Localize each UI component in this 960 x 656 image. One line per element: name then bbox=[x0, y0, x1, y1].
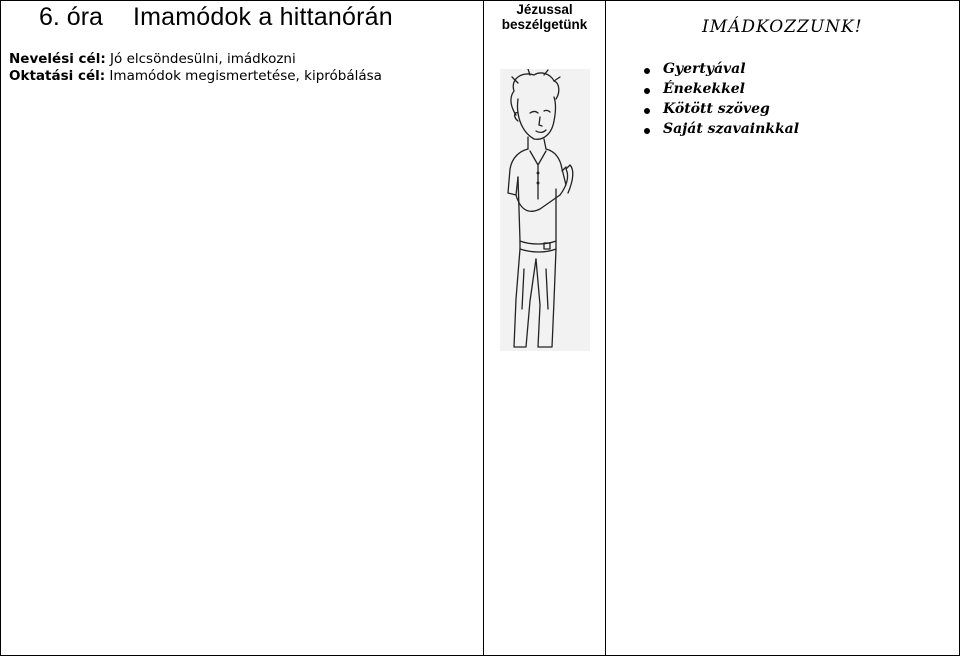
teaching-goal-label: Oktatási cél: bbox=[9, 68, 106, 84]
lesson-title: Imamódok a hittanórán bbox=[132, 3, 393, 31]
middle-heading bbox=[484, 2, 605, 32]
prayer-heading: IMÁDKOZZUNK! bbox=[702, 17, 863, 37]
teaching-goal-text: Imamódok megismertetése, kipróbálása bbox=[105, 68, 382, 84]
list-item: Saját szavainkkal bbox=[644, 121, 799, 141]
middle-heading-line2: beszélgetünk bbox=[501, 17, 588, 32]
left-column bbox=[1, 1, 484, 655]
educational-goal bbox=[9, 51, 296, 67]
list-item: Gyertyával bbox=[644, 61, 799, 81]
lesson-number: 6. óra bbox=[39, 3, 103, 31]
right-column bbox=[606, 1, 959, 655]
teaching-goal bbox=[9, 68, 382, 84]
list-item: Énekekkel bbox=[644, 81, 799, 101]
educational-goal-label: Nevelési cél: bbox=[9, 51, 106, 67]
praying-boy-drawing-icon bbox=[500, 69, 590, 351]
middle-column bbox=[484, 1, 606, 655]
list-item: Kötött szöveg bbox=[644, 101, 799, 121]
educational-goal-text: Jó elcsöndesülni, imádkozni bbox=[105, 51, 296, 67]
page-title bbox=[39, 3, 393, 32]
prayer-methods-list bbox=[644, 61, 799, 141]
middle-heading-line1: Jézussal bbox=[516, 2, 573, 17]
